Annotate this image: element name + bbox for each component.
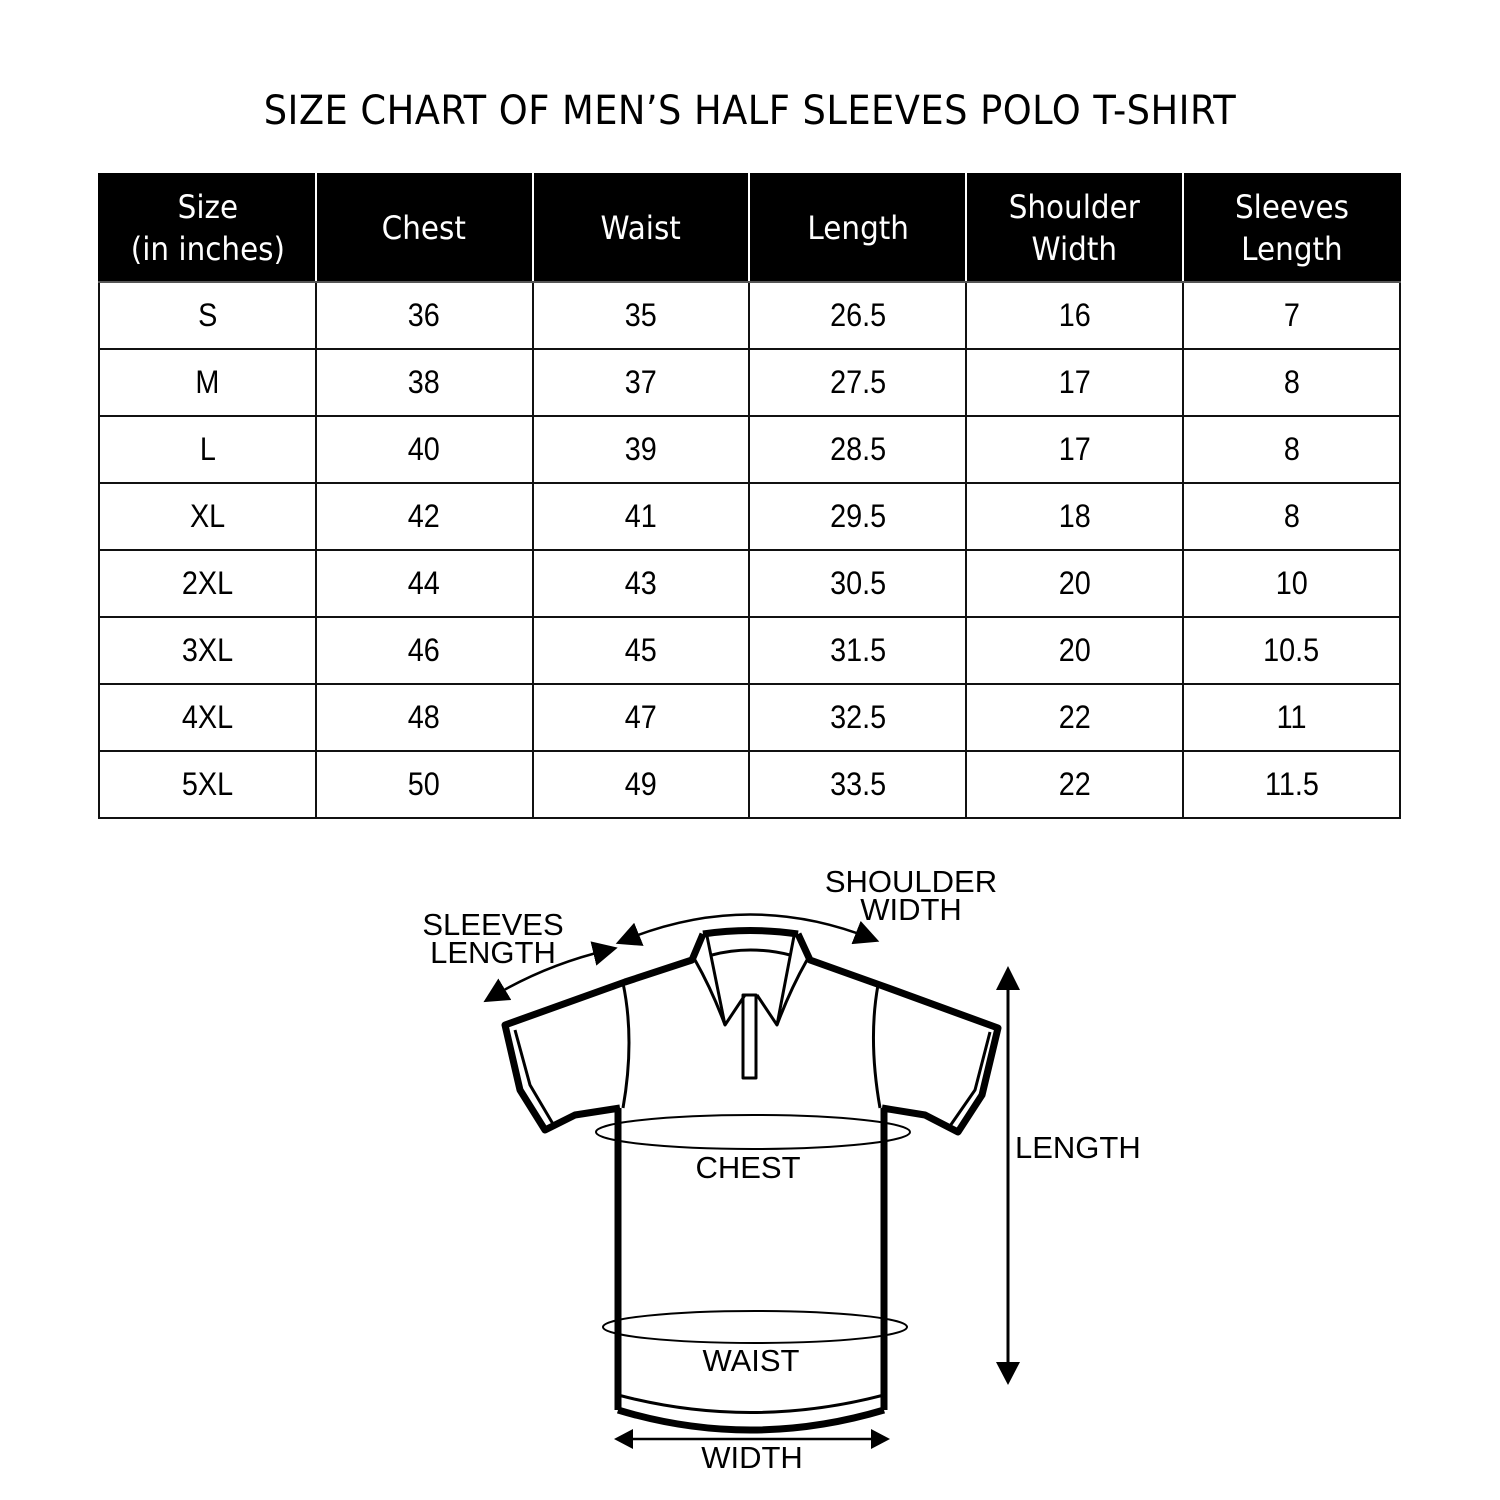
label-width: WIDTH [701, 1440, 803, 1475]
cell-chest: 36 [316, 282, 533, 349]
cell-shoulder-width: 20 [966, 617, 1183, 684]
table-row [99, 483, 1400, 550]
cell-length: 30.5 [749, 550, 966, 617]
table-row [99, 416, 1400, 483]
header-shoulder-width: Shoulder Width [966, 174, 1183, 282]
cell-sleeves-length: 8 [1183, 483, 1400, 550]
cell-sleeves-length: 11 [1183, 684, 1400, 751]
header-size: Size (in inches) [99, 174, 316, 282]
cell-waist: 37 [533, 349, 750, 416]
label-length: LENGTH [1015, 1130, 1141, 1165]
cell-waist: 41 [533, 483, 750, 550]
cell-size: M [99, 349, 316, 416]
header-waist: Waist [533, 174, 750, 282]
cell-shoulder-width: 18 [966, 483, 1183, 550]
header-chest: Chest [316, 174, 533, 282]
cell-shoulder-width: 17 [966, 416, 1183, 483]
cell-sleeves-length: 10.5 [1183, 617, 1400, 684]
cell-length: 31.5 [749, 617, 966, 684]
label-sleeves-length: SLEEVES [422, 907, 564, 942]
size-chart-table [98, 173, 1401, 819]
cell-size: 5XL [99, 751, 316, 818]
cell-chest: 44 [316, 550, 533, 617]
cell-waist: 35 [533, 282, 750, 349]
table-row [99, 684, 1400, 751]
label-sleeves-length-2: LENGTH [430, 935, 556, 970]
cell-size: 4XL [99, 684, 316, 751]
cell-sleeves-length: 8 [1183, 416, 1400, 483]
cell-length: 29.5 [749, 483, 966, 550]
cell-sleeves-length: 11.5 [1183, 751, 1400, 818]
cell-chest: 38 [316, 349, 533, 416]
cell-sleeves-length: 8 [1183, 349, 1400, 416]
cell-length: 32.5 [749, 684, 966, 751]
cell-shoulder-width: 17 [966, 349, 1183, 416]
cell-chest: 48 [316, 684, 533, 751]
cell-chest: 50 [316, 751, 533, 818]
table-row [99, 751, 1400, 818]
cell-length: 26.5 [749, 282, 966, 349]
cell-chest: 46 [316, 617, 533, 684]
polo-shirt-measurement-diagram [0, 840, 1500, 1500]
cell-chest: 40 [316, 416, 533, 483]
table-row [99, 550, 1400, 617]
label-chest: CHEST [695, 1150, 801, 1185]
cell-waist: 47 [533, 684, 750, 751]
page-title: SIZE CHART OF MEN’S HALF SLEEVES POLO T-SHIRT [263, 88, 1237, 134]
cell-waist: 39 [533, 416, 750, 483]
cell-sleeves-length: 7 [1183, 282, 1400, 349]
cell-shoulder-width: 22 [966, 684, 1183, 751]
table-row [99, 617, 1400, 684]
cell-shoulder-width: 22 [966, 751, 1183, 818]
cell-size: S [99, 282, 316, 349]
table-row [99, 349, 1400, 416]
cell-shoulder-width: 16 [966, 282, 1183, 349]
header-sleeves-length: Sleeves Length [1183, 174, 1400, 282]
chest-measure-ellipse-icon [596, 1115, 910, 1149]
cell-shoulder-width: 20 [966, 550, 1183, 617]
cell-waist: 43 [533, 550, 750, 617]
label-shoulder-width: SHOULDER [824, 864, 998, 899]
cell-size: 3XL [99, 617, 316, 684]
cell-length: 33.5 [749, 751, 966, 818]
cell-waist: 49 [533, 751, 750, 818]
cell-sleeves-length: 10 [1183, 550, 1400, 617]
cell-length: 28.5 [749, 416, 966, 483]
cell-size: XL [99, 483, 316, 550]
cell-size: 2XL [99, 550, 316, 617]
table-header-row [99, 174, 1400, 282]
cell-size: L [99, 416, 316, 483]
cell-length: 27.5 [749, 349, 966, 416]
waist-measure-ellipse-icon [603, 1311, 907, 1343]
label-waist: WAIST [702, 1343, 800, 1378]
label-shoulder-width-2: WIDTH [860, 892, 962, 927]
cell-waist: 45 [533, 617, 750, 684]
cell-chest: 42 [316, 483, 533, 550]
table-row [99, 282, 1400, 349]
header-length: Length [749, 174, 966, 282]
